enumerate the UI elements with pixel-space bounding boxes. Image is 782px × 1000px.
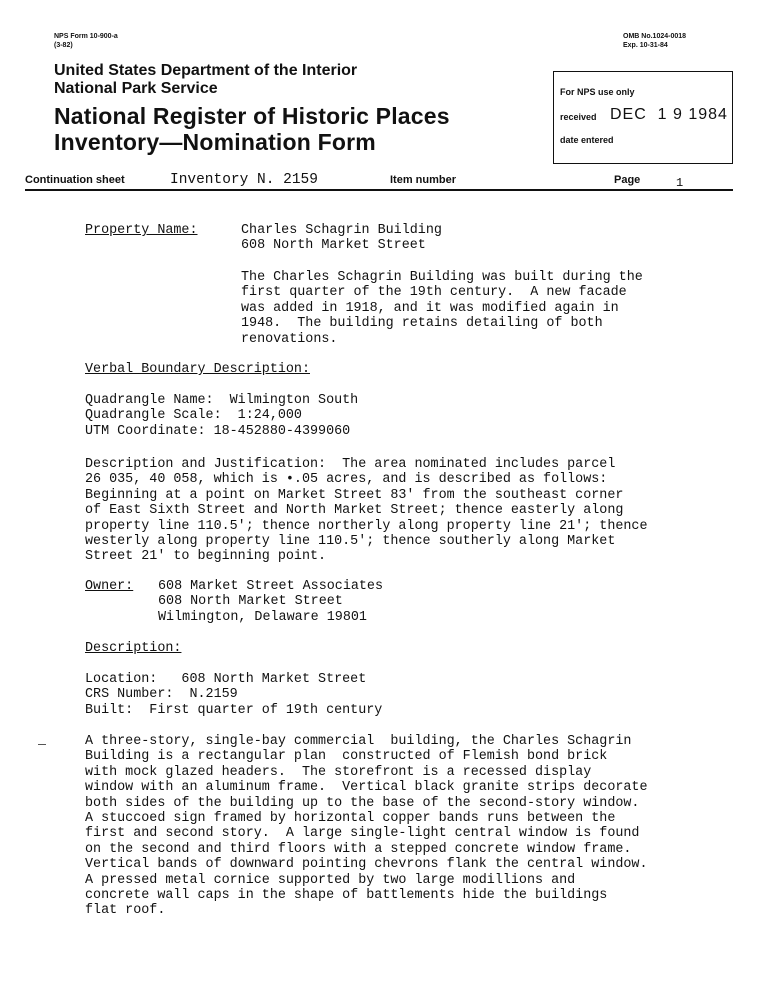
description-line: with mock glazed headers. The storefront is a recessed display [85,764,592,780]
margin-mark [38,744,46,745]
owner-line: 608 North Market Street [158,594,343,610]
description-line: first and second story. A large single-light central window is found [85,826,640,842]
verbal-boundary-heading: Verbal Boundary Description: [85,362,310,377]
quadrangle-name: Quadrangle Name: Wilmington South [85,393,359,408]
description-line: Building is a rectangular plan constructed of Flemish bond brick [85,749,608,765]
description-line: Vertical bands of downward pointing chevrons flank the central window. [85,857,648,873]
property-name: Charles Schagrin Building [241,223,442,238]
summary-line: first quarter of the 19th century. A new facade [241,285,627,301]
description-line: both sides of the building up to the base of the second-story window. [85,795,640,811]
form-title-line2: Inventory—Nomination Form [54,129,376,155]
justification-line: Street 21' to beginning point. [85,549,327,565]
justification-line: 26 035, 40 058, which is •.05 acres, and is described as follows: [85,472,608,488]
received-label: received [560,112,597,122]
owner-line: 608 Market Street Associates [158,579,383,594]
summary-line: 1948. The building retains detailing of both [241,316,603,332]
item-number-label: Item number [390,174,457,186]
date-entered-label: date entered [560,135,614,145]
location-block [85,672,382,718]
summary-line: The Charles Schagrin Building was built during the [241,270,643,285]
department-heading: United States Department of the Interior [54,62,358,79]
service-heading: National Park Service [54,80,218,97]
continuation-sheet-value: Inventory N. 2159 [170,172,318,188]
property-address: 608 North Market Street [241,238,426,253]
quadrangle-scale: Quadrangle Scale: 1:24,000 [85,408,302,424]
quadrangle-block [85,393,358,439]
continuation-sheet-label: Continuation sheet [25,174,125,186]
description-line: A stuccoed sign framed by horizontal copper bands runs between the [85,811,616,827]
summary-line: was added in 1918, and it was modified again in [241,300,619,316]
description-line: concrete wall caps in the shape of battlements hide the buildings [85,888,608,904]
justification-line: of East Sixth Street and North Market Street; thence easterly along [85,503,624,519]
nps-use-box [553,71,733,164]
page-number: 1 [676,176,684,190]
owner-line: Wilmington, Delaware 19801 [158,609,367,625]
owner-label: Owner: [85,579,134,594]
description-line: flat roof. [85,903,166,919]
crs-number-line: CRS Number: N.2159 [85,687,238,703]
justification-line: Beginning at a point on Market Street 83' from the southeast corner [85,487,624,503]
description-line: window with an aluminum frame. Vertical black granite strips decorate [85,780,648,796]
description-heading: Description: [85,641,182,656]
owner-block [158,579,383,625]
nps-use-label: For NPS use only [560,87,635,97]
page-label: Page [614,174,641,186]
description-line: A pressed metal cornice supported by two large modillions and [85,872,576,888]
form-number: NPS Form 10-900-a [54,33,118,40]
location-line: Location: 608 North Market Street [85,672,367,687]
omb-number: OMB No.1024-0018 [623,33,687,40]
description-paragraph [85,734,648,919]
received-stamp: DEC 1 9 1984 [610,106,728,123]
property-name-label: Property Name: [85,223,198,238]
justification-line: Description and Justification: The area nominated includes parcel [85,457,616,472]
utm-coordinate: UTM Coordinate: 18-452880-4399060 [85,423,351,439]
built-line: Built: First quarter of 19th century [85,702,383,718]
description-line: on the second and third floors with a stepped concrete window frame. [85,841,632,857]
justification-line: property line 110.5'; thence northerly along property line 21'; thence [85,518,648,534]
form-revision: (3-82) [54,42,73,49]
summary-paragraph [241,270,643,347]
omb-expiry: Exp. 10-31-84 [623,42,668,49]
header-rule [25,189,733,191]
description-line: A three-story, single-bay commercial building, the Charles Schagrin [85,734,632,749]
justification-line: westerly along property line 110.5'; thence southerly along Market [85,534,616,550]
justification-paragraph [85,457,648,565]
form-title-line1: National Register of Historic Places [54,103,450,129]
summary-line: renovations. [241,331,338,347]
